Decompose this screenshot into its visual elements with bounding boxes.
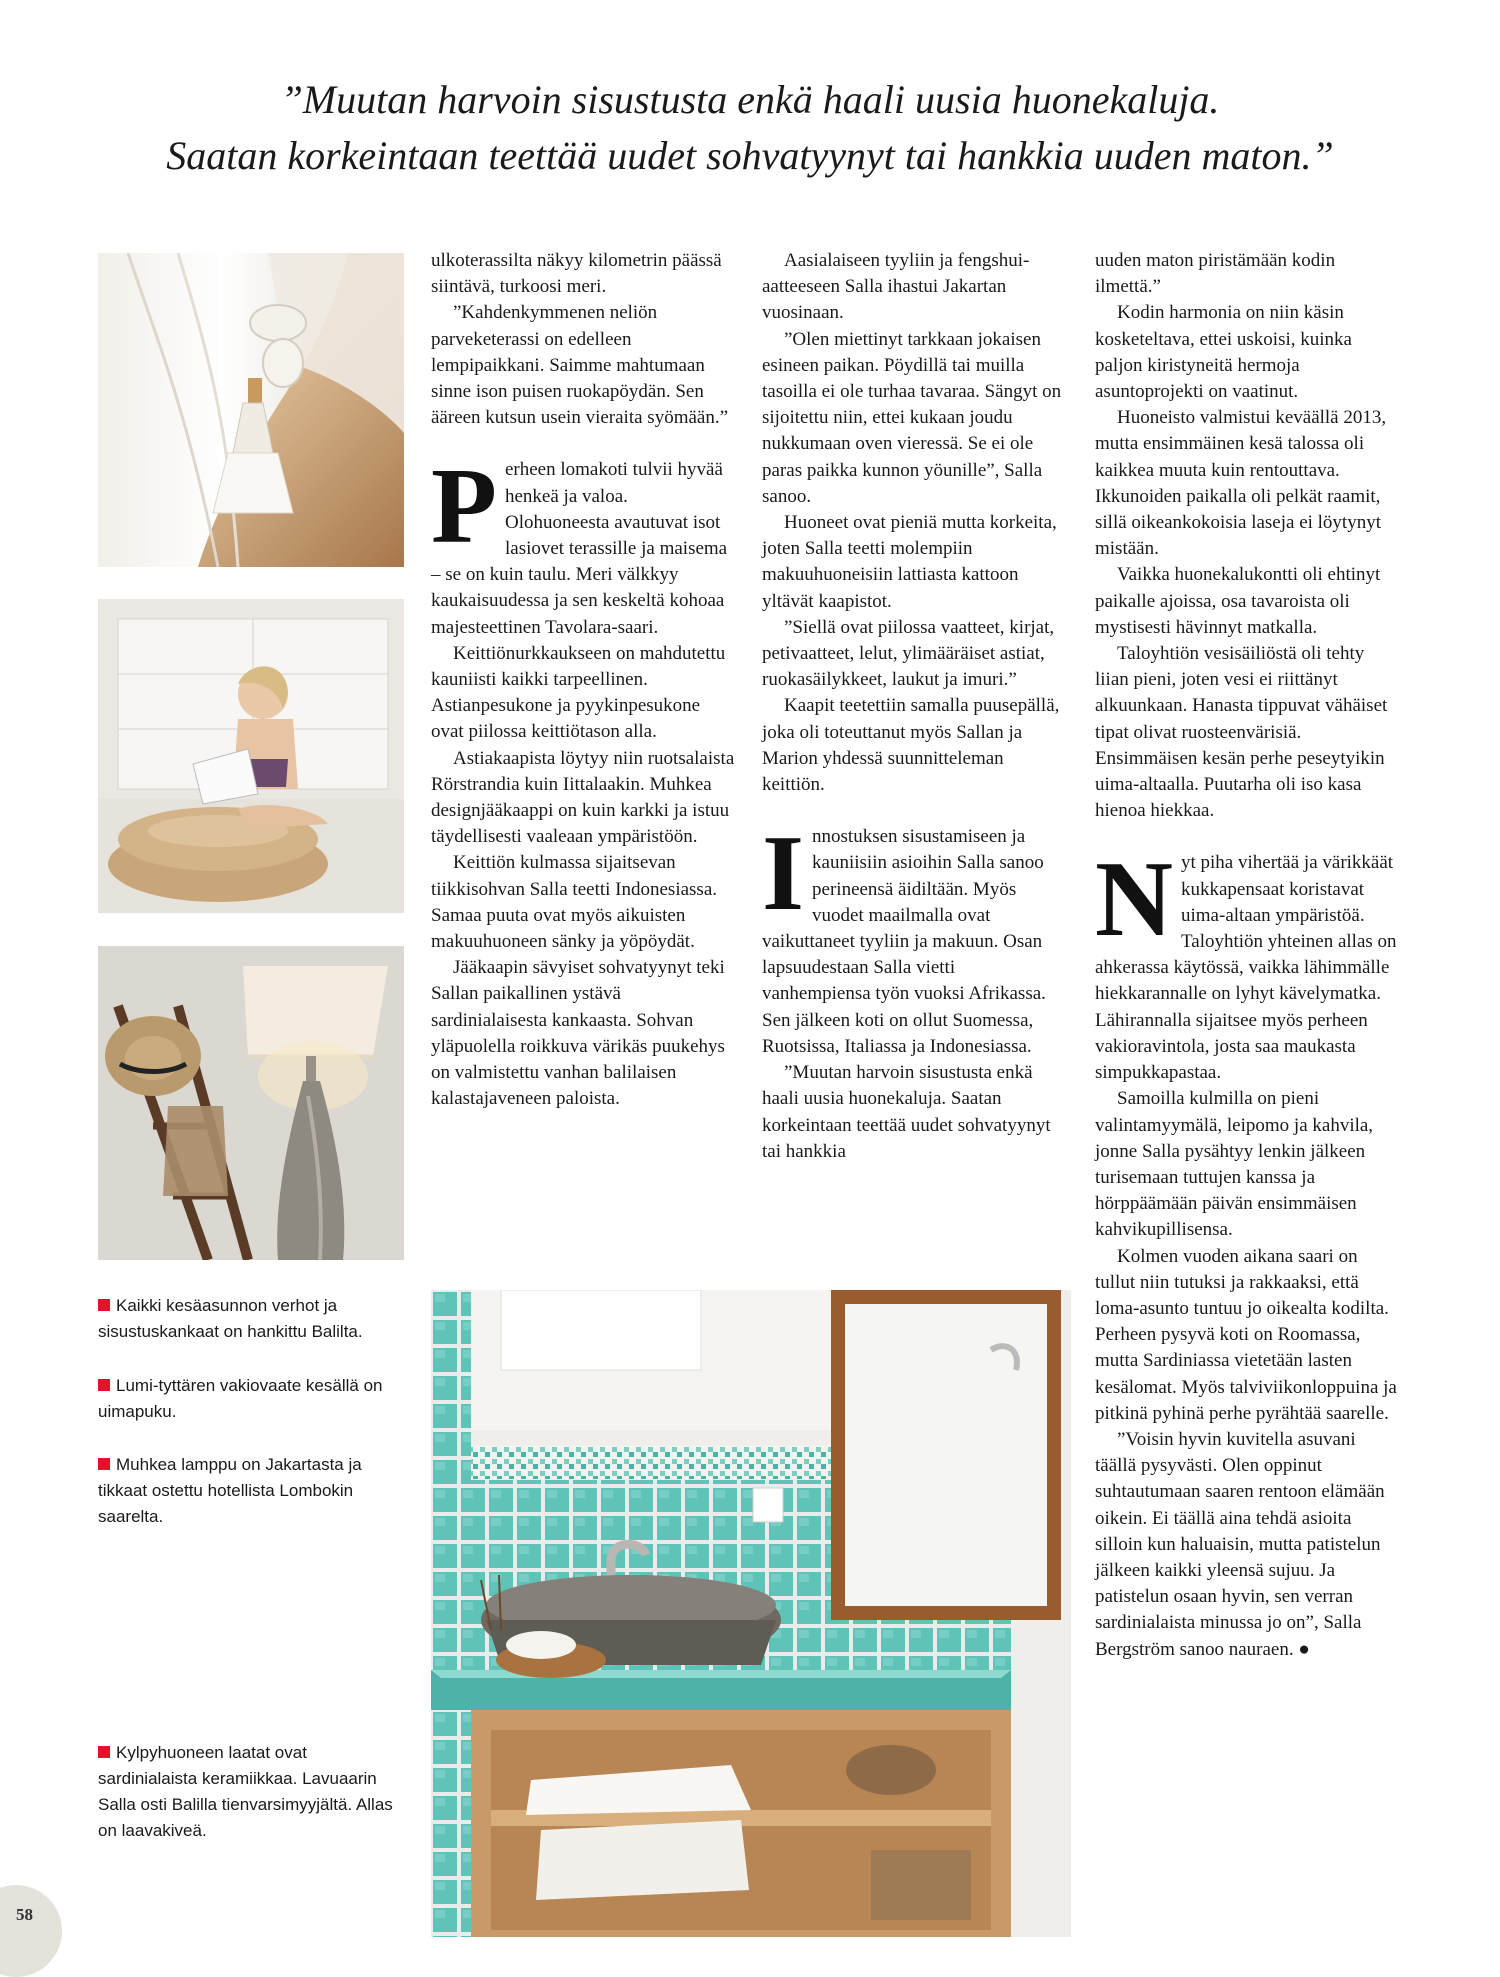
paragraph: [1095, 1427, 1400, 1663]
caption-marker-icon: [98, 1379, 110, 1391]
caption-curtains: [98, 1293, 408, 1345]
paragraph: Samoilla kulmilla on pieni valintamyymälä, leipomo ja kahvila, jonne Salla pysähtyy lenkin jälkeen turisemaan tuttujen kanssa ja hörppäämään päivän ensimmäisen kahvikupillisensa.: [1095, 1088, 1374, 1241]
drop-cap: N: [1095, 840, 1173, 960]
article-column-1: [431, 248, 736, 1113]
caption-swimsuit: [98, 1373, 408, 1425]
pull-quote-line-2: Saatan korkeintaan teettää uudet sohvatyynyt tai hankkia uuden maton.”: [166, 133, 1334, 178]
end-mark-icon: ●: [1298, 1638, 1310, 1660]
paragraph: uuden maton piristämään kodin ilmettä.”: [1095, 250, 1336, 298]
paragraph: ulkoterassilta näkyy kilometrin päässä siintävä, turkoosi meri.: [431, 250, 722, 298]
paragraph: Keittiön kulmassa sijaitsevan tiikkisohvan Salla teetti Indonesiassa. Samaa puuta ovat myös aikuisten makuuhuoneen sänky ja yöpöydät.: [431, 852, 718, 953]
photo-bathroom: [431, 1290, 1071, 1937]
article-column-2: [762, 248, 1067, 1165]
drop-cap: P: [431, 447, 497, 567]
pull-quote-line-1: ”Muutan harvoin sisustusta enkä haali uusia huonekaluja.: [280, 77, 1220, 122]
paragraph: Kodin harmonia on niin käsin kosketeltava, ettei uskoisi, kuinka paljon kiristyneitä hermoja asuntoprojekti on vaatinut.: [1095, 302, 1352, 403]
paragraph: Astiakaapista löytyy niin ruotsalaista Rörstrandia kuin Iittalaakin. Muhkea designjääkaappi on kuin karkki ja istuu täydellisesti vaaleaan ympäristöön.: [431, 747, 735, 848]
photo-curtain-tassel: [98, 253, 404, 567]
paragraph-text: nnostuksen sisustamiseen ja kauniisiin asioihin Salla sanoo perineensä äidiltään. Myös vuodet maailmalla ovat vaikuttaneet tyyliin ja makuun. Osan lapsuudestaan Salla vietti vanhempiensa työn vuoksi Afrikassa. Sen jälkeen koti on ollut Suomessa, Ruotsissa, Italiassa ja Indonesiassa.: [762, 826, 1046, 1057]
girl-reading-illustration: [98, 599, 404, 913]
paragraph: ”Kahdenkymmenen neliön parveketerassi on edelleen lempipaikkani. Saimme mahtumaan sinne ison puisen ruokapöydän. Sen ääreen kutsun usein vieraita syömään.”: [431, 302, 729, 429]
caption-bathroom-text: Kylpyhuoneen laatat ovat sardinialaista keramiikkaa. Lavuaarin Salla osti Balilla tienvarsimyyjältä. Allas on laavakiveä.: [98, 1743, 393, 1840]
paragraph-with-dropcap: [431, 447, 736, 640]
paragraph: Huoneet ovat pieniä mutta korkeita, joten Salla teetti molempiin makuuhuoneisiin lattiasta kattoon yltävät kaapistot.: [762, 512, 1057, 612]
photo-girl-reading: [98, 599, 404, 913]
paragraph: Kaapit teetettiin samalla puusepällä, joka oli toteuttanut myös Sallan ja Marion yhdessä suunnitteleman keittiön.: [762, 695, 1060, 796]
curtain-tassel-illustration: [98, 253, 404, 567]
caption-swimsuit-text: Lumi-tyttären vakiovaate kesällä on uimapuku.: [98, 1376, 383, 1421]
drop-cap: I: [762, 814, 805, 934]
paragraph-with-dropcap: [1095, 840, 1400, 1086]
caption-marker-icon: [98, 1746, 110, 1758]
paragraph-text: yt piha vihertää ja värikkäät kukkapensaat koristavat uima-altaan ympäristöä. Taloyhtiön yhteinen allas on ahkerassa käytössä, vaikka lähimmälle hiekkarannalle on lyhyt kävelymatka. Lähirannalla sijaitsee myös perheen vakioravintola, josta saa maukasta simpukkapastaa.: [1095, 852, 1397, 1084]
paragraph-text: ”Voisin hyvin kuvitella asuvani täällä pysyvästi. Olen oppinut suhtautumaan saaren rentoon elämään oikein. Ei täällä aina tehdä asioita silloin kun haluaisin, mutta patistelun jälkeen kaikki yleensä sujuu. Ja patistelun osaan hyvin, sen verran sardinialaista minussa jo on”, Salla Bergström sanoo nauraen.: [1095, 1428, 1385, 1660]
paragraph: Kolmen vuoden aikana saari on tullut niin tutuksi ja rakkaaksi, että loma-asunto tuntuu jo oikealta kodilta. Perheen pysyvä koti on Roomassa, mutta Sardiniassa vietetään lasten kesälomat. Myös talviviikonloppuina ja pitkinä pyhinä perhe pyrähtää saarelle.: [1095, 1245, 1397, 1424]
page-number: 58: [16, 1905, 33, 1924]
paragraph: Huoneisto valmistui keväällä 2013, mutta ensimmäinen kesä talossa oli kaikkea muuta kuin rentouttava. Ikkunoiden paikalla oli pelkät raamit, sillä oikeankokoisia laseja ei löytynyt mistään.: [1095, 407, 1387, 560]
caption-lamp-text: Muhkea lamppu on Jakartasta ja tikkaat ostettu hotellista Lombokin saarelta.: [98, 1455, 362, 1526]
paragraph: Jääkaapin sävyiset sohvatyynyt teki Sallan paikallinen ystävä sardinialaisesta kankaasta. Sohvan yläpuolella roikkuva värikäs puukehys on valmistettu vanhan balilaisen kalastajaveneen paloista.: [431, 957, 725, 1110]
paragraph: Taloyhtiön vesisäiliöstä oli tehty liian pieni, joten vesi ei riittänyt alkuunkaan. Hanasta tippuvat vähäiset tipat olivat ruosteenvärisiä. Ensimmäisen kesän perhe peseytyikin uima-altaalla. Puutarha oli iso kasa hienoa hiekkaa.: [1095, 643, 1388, 822]
caption-bathroom: [98, 1740, 408, 1844]
caption-marker-icon: [98, 1458, 110, 1470]
paragraph: Vaikka huonekalukontti oli ehtinyt paikalle ajoissa, osa tavaroista oli mystisesti hävinnyt matkalla.: [1095, 564, 1381, 638]
paragraph: Keittiönurkkaukseen on mahdutettu kauniisti kaikki tarpeellinen. Astianpesukone ja pyykinpesukone ovat piilossa keittiötason alla.: [431, 642, 726, 743]
caption-curtains-text: Kaikki kesäasunnon verhot ja sisustuskankaat on hankittu Balilta.: [98, 1296, 363, 1341]
caption-lamp: [98, 1452, 408, 1530]
paragraph-text: erheen lomakoti tulvii hyvää henkeä ja valoa. Olohuoneesta avautuvat isot lasiovet terassille ja maisema – se on kuin taulu. Meri välkkyy kaukaisuudessa ja sen keskeltä kohoaa majesteettinen Tavolara-saari.: [431, 459, 728, 638]
photo-lamp-and-hat: [98, 946, 404, 1260]
paragraph: Aasialaiseen tyyliin ja fengshui-aatteeseen Salla ihastui Jakartan vuosinaan.: [762, 250, 1030, 324]
lamp-hat-illustration: [98, 946, 404, 1260]
paragraph: ”Muutan harvoin sisustusta enkä haali uusia huonekaluja. Saatan korkeintaan teettää uudet sohvatyynyt tai hankkia: [762, 1062, 1051, 1162]
caption-marker-icon: [98, 1299, 110, 1311]
paragraph: ”Siellä ovat piilossa vaatteet, kirjat, petivaatteet, lelut, ylimääräiset astiat, ruokasäilykkeet, laukut ja imuri.”: [762, 616, 1055, 691]
paragraph-with-dropcap: [762, 814, 1067, 1060]
article-column-3: [1095, 248, 1400, 1663]
bathroom-illustration: [431, 1290, 1071, 1937]
pull-quote: [80, 72, 1420, 184]
page-number-badge: [0, 1885, 62, 1977]
paragraph: ”Olen miettinyt tarkkaan jokaisen esineen paikan. Pöydillä tai muilla tasoilla ei ole turhaa tavaraa. Sängyt on sijoitettu niin, ettei kukaan joudu nukkumaan oven vieressä. Se ei ole paras paikka kunnon yöunille”, Salla sanoo.: [762, 328, 1062, 507]
